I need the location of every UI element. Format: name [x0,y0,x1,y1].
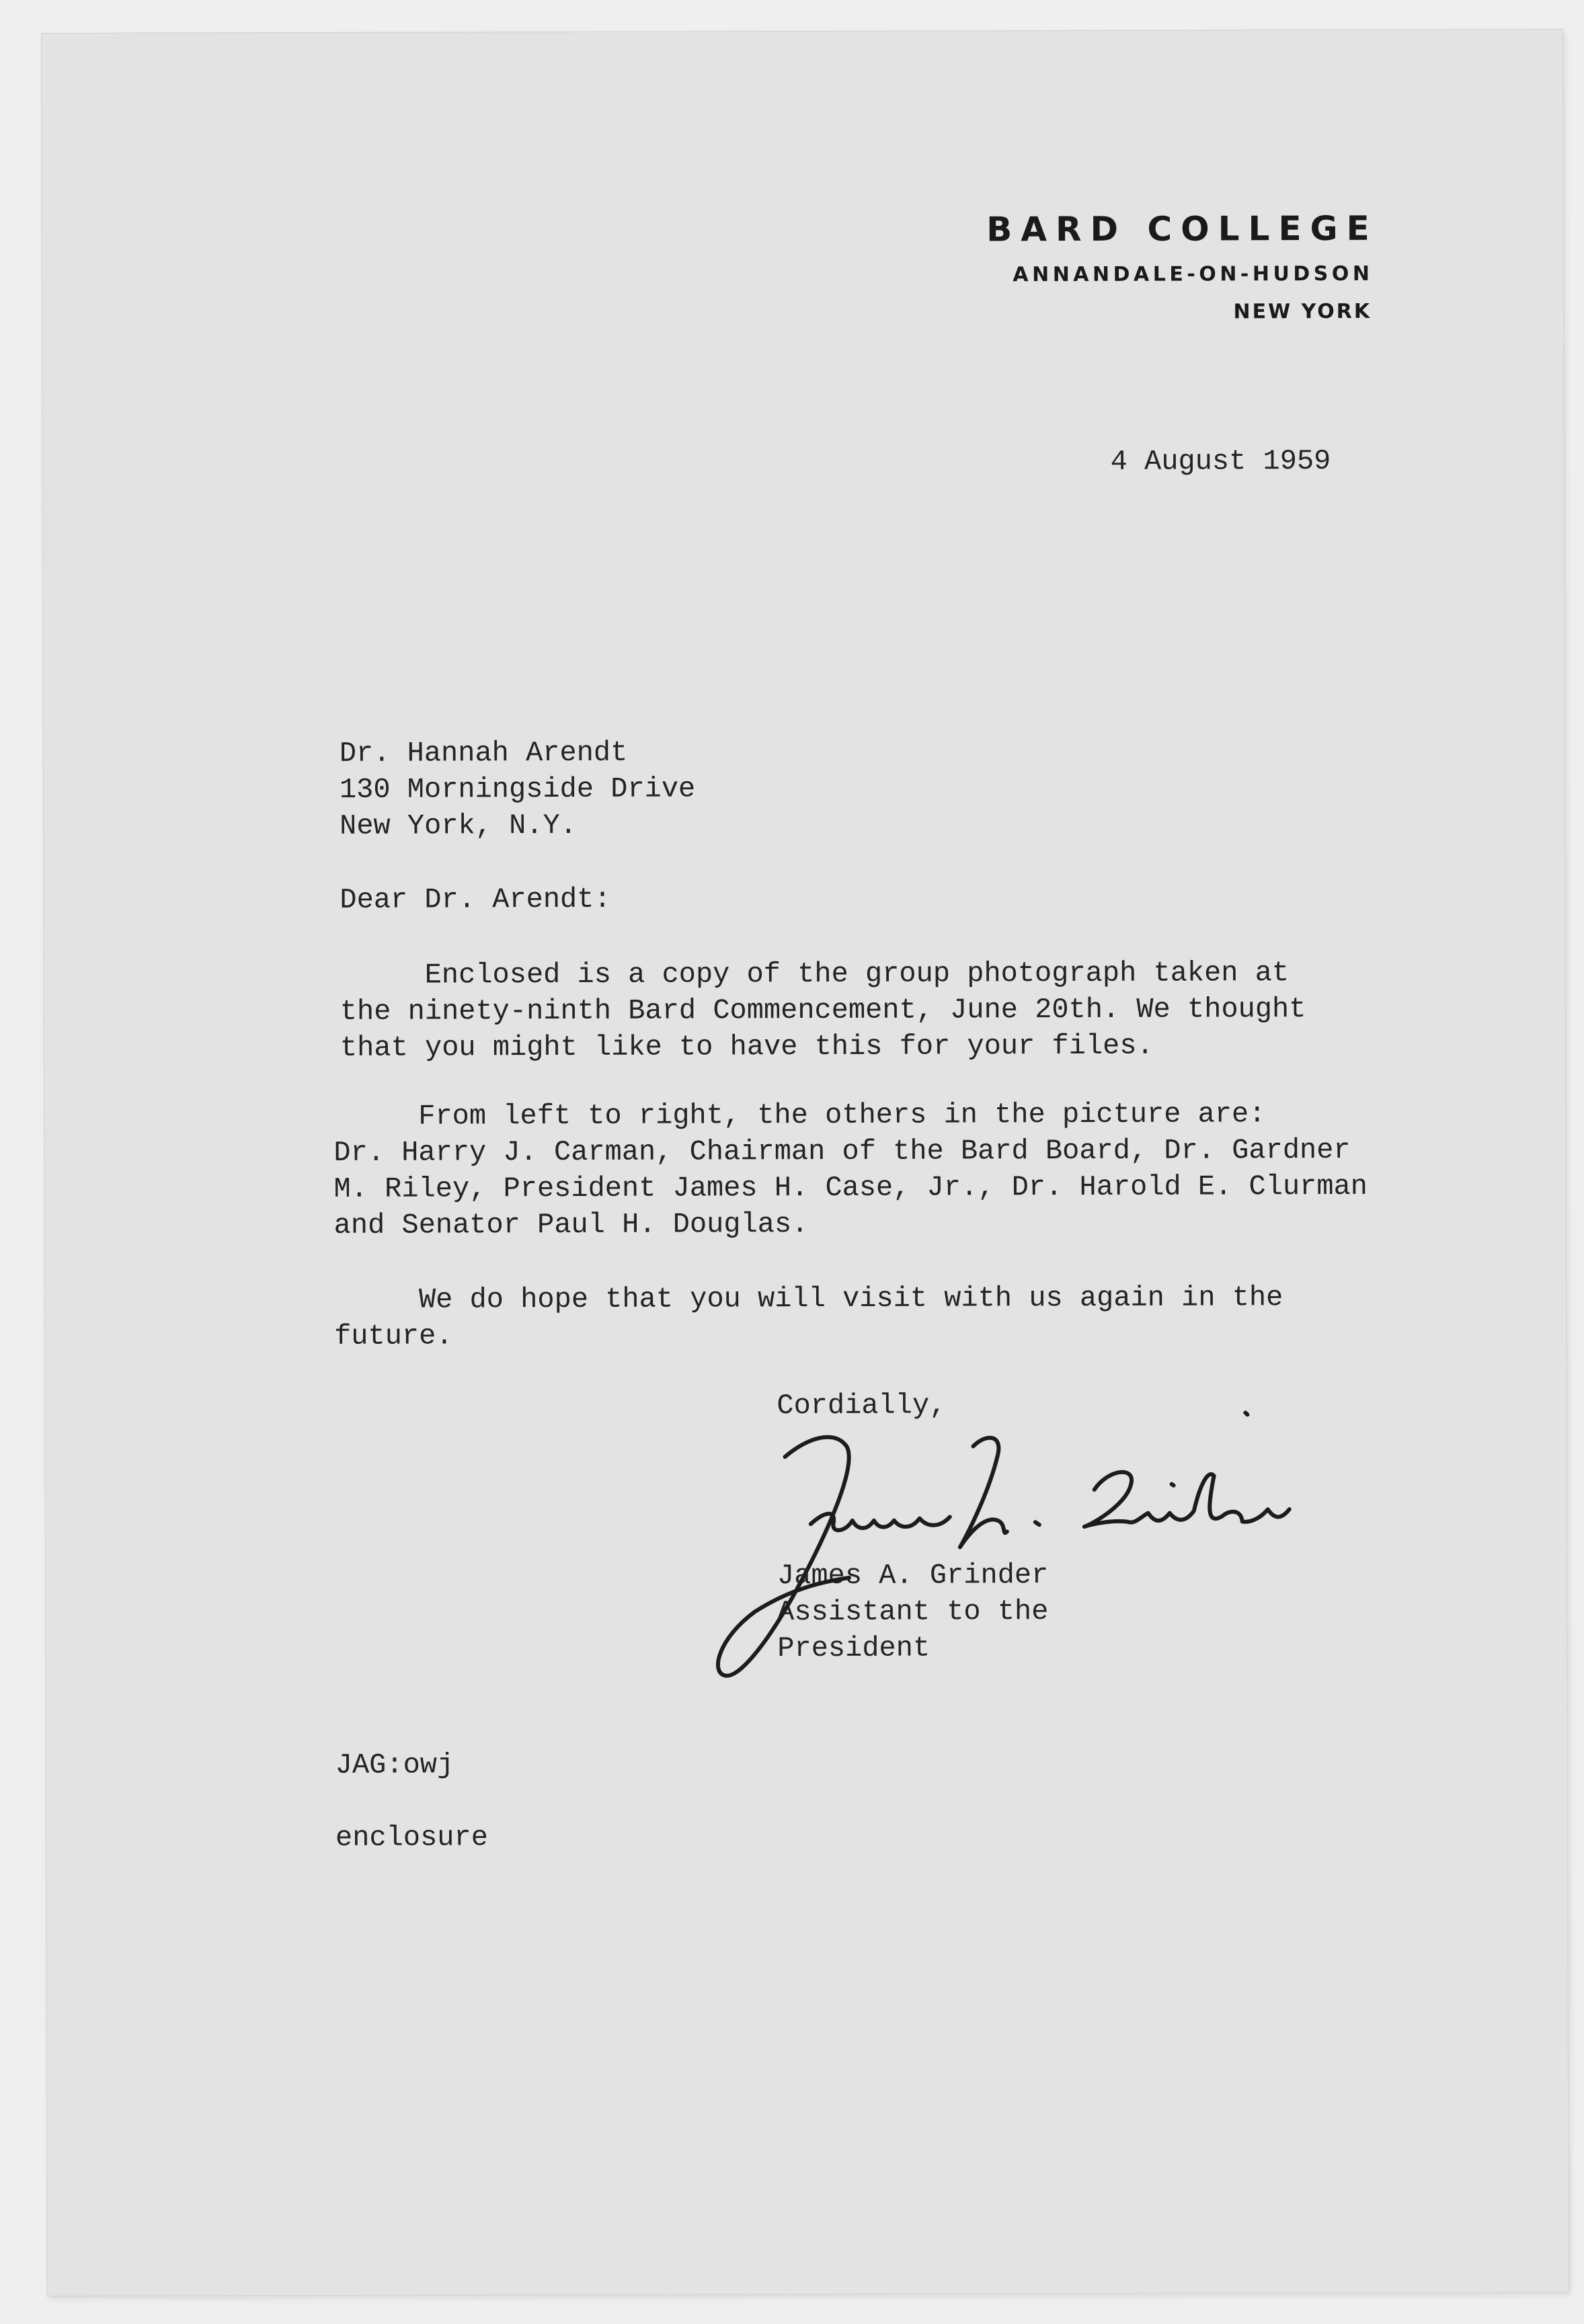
letterhead-state: NEW YORK [1233,299,1372,324]
signer-title-line-1: Assistant to the [777,1595,1049,1629]
letter-page [42,30,1569,2296]
recipient-address [340,734,696,844]
signer-name: James A. Grinder [777,1559,1049,1593]
closing: Cordially, [777,1389,947,1423]
body-paragraph-1: Enclosed is a copy of the group photograph taken at the ninety-ninth Bard Commencement, June 20th. We thought that you might like to have this for your files. [340,957,1306,1064]
salutation: Dear Dr. Arendt: [340,883,611,916]
letter-date: 4 August 1959 [1110,444,1331,478]
body-paragraph-2: From left to right, the others in the picture are: Dr. Harry J. Carman, Chairman of the Bard Board, Dr. Gardner M. Riley, President James H. Case, Jr., Dr. Harold E. Clurman and Senator Paul H. Douglas. [333,1098,1368,1242]
reference-initials: JAG:owj [335,1749,454,1781]
recipient-city: New York, N.Y. [340,809,578,842]
enclosure-note: enclosure [335,1821,488,1854]
body-paragraph-3: We do hope that you will visit with us again in the future. [333,1281,1283,1353]
letterhead-town: ANNANDALE-ON-HUDSON [1013,262,1374,287]
recipient-street: 130 Morningside Drive [339,772,696,806]
signer-title-line-2: President [777,1632,930,1665]
handwritten-signature [690,1408,1337,1706]
letterhead [986,208,1378,324]
recipient-name: Dr. Hannah Arendt [339,736,628,770]
letterhead-institution: BARD COLLEGE [986,208,1378,249]
